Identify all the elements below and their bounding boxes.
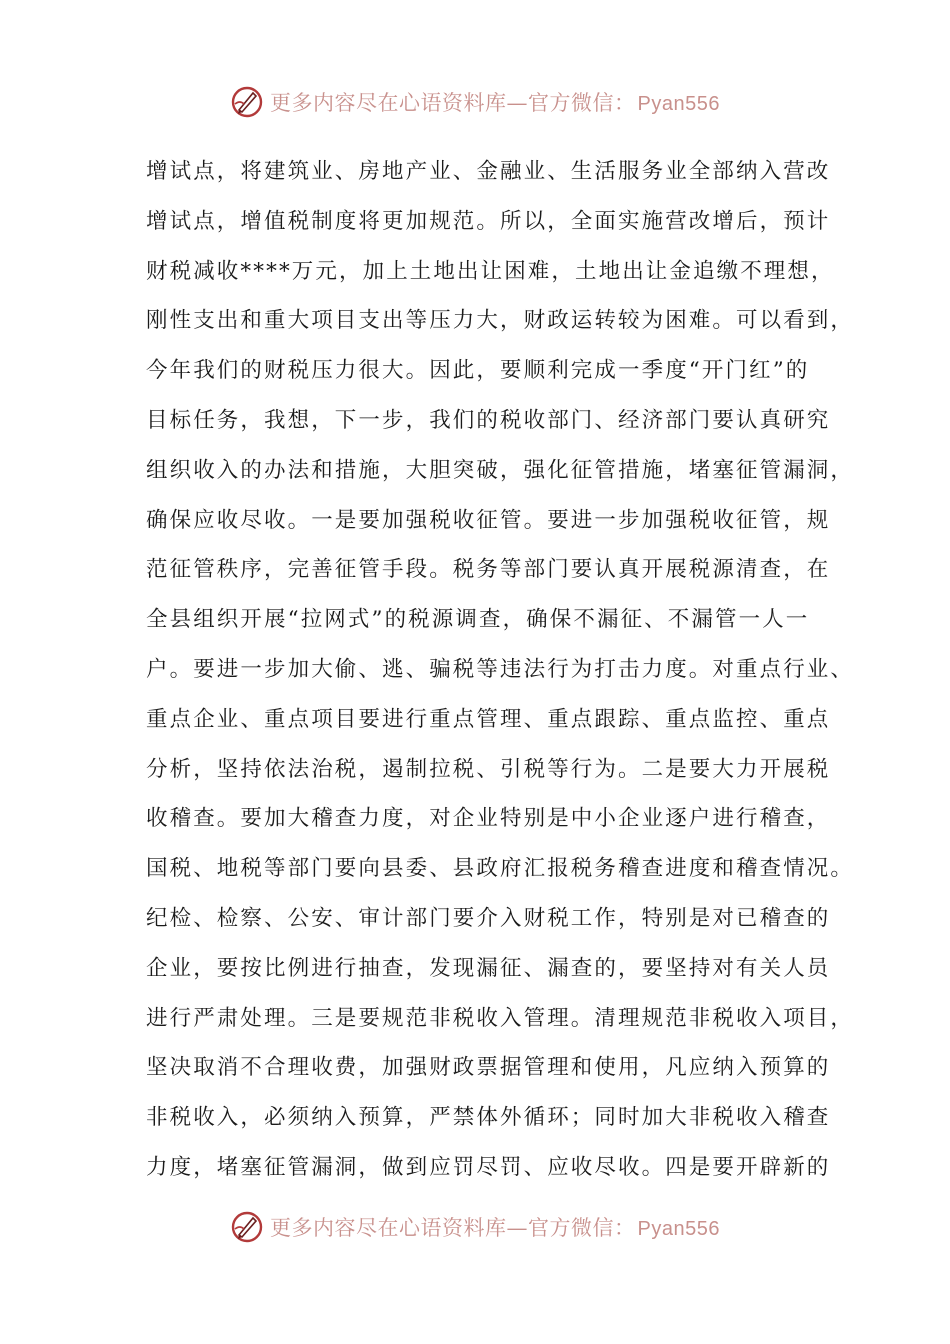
pen-logo-icon xyxy=(230,1210,264,1244)
body-line: 坚决取消不合理收费，加强财政票据管理和使用，凡应纳入预算的 xyxy=(146,1055,831,1081)
body-line: 进行严肃处理。三是要规范非税收入管理。清理规范非税收入项目， xyxy=(146,1005,855,1031)
footer-banner xyxy=(0,1207,950,1247)
header-wechat-id: Pyan556 xyxy=(637,93,720,115)
body-line: 确保应收尽收。一是要加强税收征管。要进一步加强税收征管，规 xyxy=(146,507,831,533)
body-line: 国税、地税等部门要向县委、县政府汇报税务稽查进度和稽查情况。 xyxy=(146,856,855,882)
body-line: 户。要进一步加大偷、逃、骗税等违法行为打击力度。对重点行业、 xyxy=(146,656,855,682)
header-banner xyxy=(0,82,950,122)
pen-logo-icon xyxy=(230,85,264,119)
footer-banner-text xyxy=(270,1212,720,1242)
footer-banner-inner xyxy=(230,1210,720,1244)
header-brand: 更多内容尽在心语资料库—官方微信： xyxy=(270,91,636,115)
body-line: 全县组织开展“拉网式”的税源调查，确保不漏征、不漏管一人一 xyxy=(146,607,810,633)
body-line: 重点企业、重点项目要进行重点管理、重点跟踪、重点监控、重点 xyxy=(146,706,831,732)
body-line: 组织收入的办法和措施，大胆突破，强化征管措施，堵塞征管漏洞， xyxy=(146,457,855,483)
footer-wechat-id: Pyan556 xyxy=(637,1218,720,1240)
body-line: 收稽查。要加大稽查力度，对企业特别是中小企业逐户进行稽查， xyxy=(146,806,831,832)
body-line: 增试点，增值税制度将更加规范。所以，全面实施营改增后，预计 xyxy=(146,208,831,234)
body-line: 今年我们的财税压力很大。因此，要顺利完成一季度“开门红”的 xyxy=(146,358,810,384)
body-line: 刚性支出和重大项目支出等压力大，财政运转较为困难。可以看到， xyxy=(146,308,855,334)
body-line: 力度，堵塞征管漏洞，做到应罚尽罚、应收尽收。四是要开辟新的 xyxy=(146,1154,831,1180)
header-banner-text xyxy=(270,87,720,117)
body-line: 范征管秩序，完善征管手段。税务等部门要认真开展税源清查，在 xyxy=(146,557,831,583)
header-banner-inner xyxy=(230,85,720,119)
document-body xyxy=(146,147,855,1193)
body-line: 非税收入，必须纳入预算，严禁体外循环；同时加大非税收入稽查 xyxy=(146,1105,831,1131)
body-line: 增试点，将建筑业、房地产业、金融业、生活服务业全部纳入营改 xyxy=(146,159,831,184)
body-line: 分析，坚持依法治税，遏制拉税、引税等行为。二是要大力开展税 xyxy=(146,756,831,782)
body-line: 企业，要按比例进行抽查，发现漏征、漏查的，要坚持对有关人员 xyxy=(146,955,831,981)
body-line: 财税减收****万元，加上土地出让困难，土地出让金追缴不理想， xyxy=(146,258,835,284)
body-line: 纪检、检察、公安、审计部门要介入财税工作，特别是对已稽查的 xyxy=(146,905,831,931)
footer-brand: 更多内容尽在心语资料库—官方微信： xyxy=(270,1216,636,1240)
body-line: 目标任务，我想，下一步，我们的税收部门、经济部门要认真研究 xyxy=(146,407,831,433)
